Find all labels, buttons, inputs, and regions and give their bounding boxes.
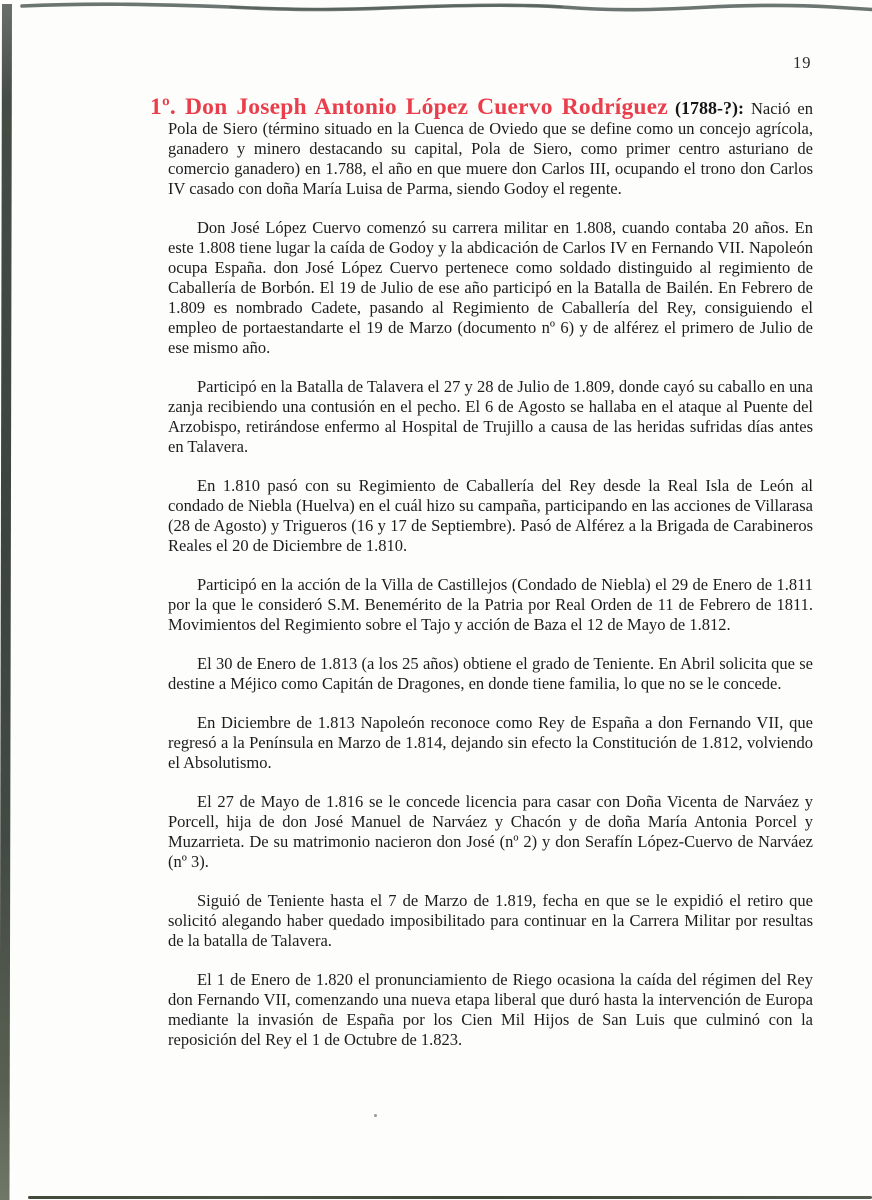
paragraph: Participó en la acción de la Villa de Castillejos (Condado de Niebla) el 29 de Enero de 1.811 por la que le consideró S.M. Benemérito de la Patria por Real Orden de 11 de Febrero de 1811. Movimientos del Regimiento sobre el Tajo y acción de Baza el 12 de Mayo de 1.812. xyxy=(168,575,813,634)
paragraph: Participó en la Batalla de Talavera el 27 y 28 de Julio de 1.809, donde cayó su caballo en una zanja recibiendo una contusión en el pecho. El 6 de Agosto se hallaba en el ataque al Puente del Arzobispo, retirándose enfermo al Hospital de Trujillo a causa de las heridas sufridas días antes en Talavera. xyxy=(168,377,813,456)
section-heading-title: 1º. Don Joseph Antonio López Cuervo Rodríguez xyxy=(150,94,668,120)
paragraph: El 30 de Enero de 1.813 (a los 25 años) obtiene el grado de Teniente. En Abril solicita que se destine a Méjico como Capitán de Dragones, en donde tiene familia, lo que no se le concede. xyxy=(168,654,813,693)
document-body xyxy=(150,94,813,1069)
paragraph: En 1.810 pasó con su Regimiento de Caballería del Rey desde la Real Isla de León al condado de Niebla (Huelva) en el cuál hizo su campaña, participando en las acciones de Villarasa (28 de Agosto) y Trigueros (16 y 17 de Septiembre). Pasó de Alférez a la Brigada de Carabineros Reales el 20 de Diciembre de 1.810. xyxy=(168,476,813,555)
scan-top-edge xyxy=(0,0,872,16)
paragraph: Don José López Cuervo comenzó su carrera militar en 1.808, cuando contaba 20 años. En este 1.808 tiene lugar la caída de Godoy y la abdicación de Carlos IV en Fernando VII. Napoleón ocupa España. don José López Cuervo pertenece como soldado distinguido al regimiento de Caballería de Borbón. El 19 de Julio de ese año participó en la Batalla de Bailén. En Febrero de 1.809 es nombrado Cadete, pasando al Regimiento de Caballería del Rey, consiguiendo el empleo de portaestandarte el 19 de Marzo (documento nº 6) y de alférez el primero de Julio de ese mismo año. xyxy=(168,218,813,357)
scan-speck xyxy=(374,1114,377,1117)
paragraph: El 27 de Mayo de 1.816 se le concede licencia para casar con Doña Vicenta de Narváez y Porcell, hija de don José Manuel de Narváez y Chacón y de doña María Antonia Porcel y Muzarrieta. De su matrimonio nacieron don José (nº 2) y don Serafín López-Cuervo de Narváez (nº 3). xyxy=(168,792,813,871)
scan-left-edge xyxy=(0,4,12,1200)
paragraph: En Diciembre de 1.813 Napoleón reconoce como Rey de España a don Fernando VII, que regresó a la Península en Marzo de 1.814, dejando sin efecto la Constitución de 1.812, volviendo el Absolutismo. xyxy=(168,713,813,772)
page-number: 19 xyxy=(793,53,812,72)
lead-text: Nació en Pola de Siero (término situado en la Cuenca de Oviedo que se define como un concejo agrícola, ganadero y minero destacando su capital, Pola de Siero, como primer centro asturiano de comercio ganadero) en 1.788, el año en que muere don Carlos III, ocupando el trono don Carlos IV casado con doña María Luisa de Parma, siendo Godoy el regente. xyxy=(168,99,813,198)
heading-lifespan: (1788-?): xyxy=(674,98,744,118)
paragraph: El 1 de Enero de 1.820 el pronunciamiento de Riego ocasiona la caída del régimen del Rey don Fernando VII, comenzando una nueva etapa liberal que duró hasta la intervención de Europa mediante la invasión de España por los Cien Mil Hijos de San Luis que culminó con la reposición del Rey el 1 de Octubre de 1.823. xyxy=(168,970,813,1049)
paragraph: Siguió de Teniente hasta el 7 de Marzo de 1.819, fecha en que se le expidió el retiro que solicitó alegando haber quedado imposibilitado para continuar en la Carrera Militar por resultas de la batalla de Talavera. xyxy=(168,891,813,950)
lead-paragraph xyxy=(150,94,813,199)
scan-bottom-edge xyxy=(28,1196,872,1199)
